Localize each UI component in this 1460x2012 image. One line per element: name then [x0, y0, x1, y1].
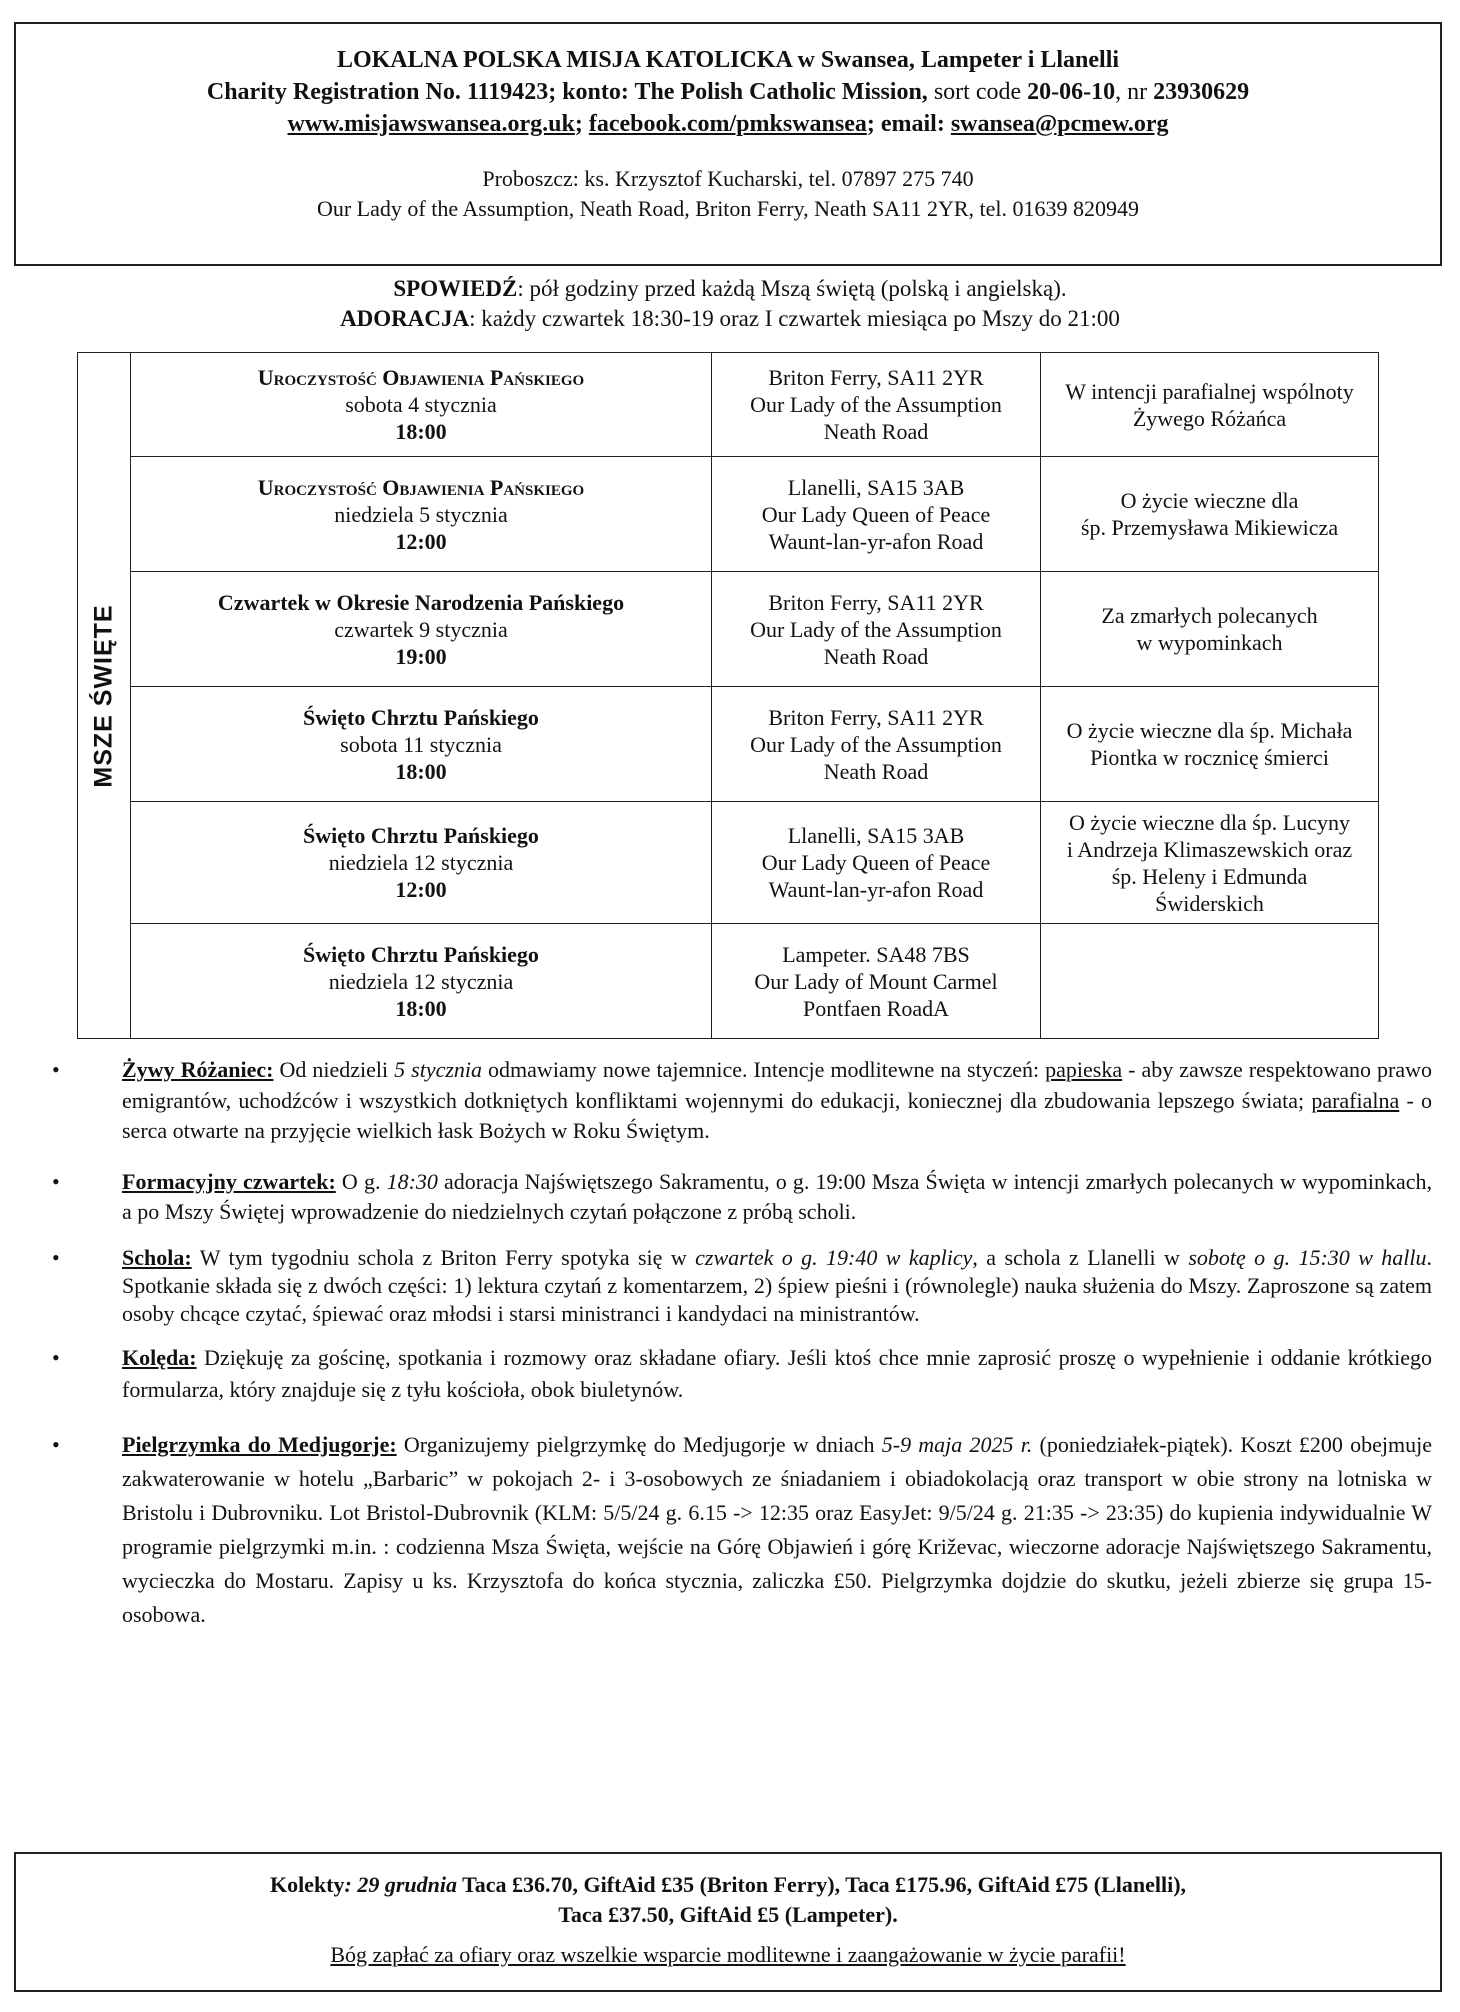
announcement-schola [40, 1244, 1432, 1328]
mass-row [78, 802, 1379, 924]
mass-date: czwartek 9 stycznia [334, 616, 508, 642]
place-church: Our Lady of Mount Carmel [754, 968, 998, 994]
links-separator: ; [574, 111, 589, 137]
mission-title: LOKALNA POLSKA MISJA KATOLICKA w Swansea, Lampeter i Llanelli [336, 47, 1120, 73]
announcement-title: Kolęda: [122, 1344, 197, 1370]
mass-date: niedziela 12 stycznia [328, 968, 514, 994]
collections-line-2: Taca £37.50, GiftAid £5 (Lampeter). [558, 1902, 898, 1927]
website-link[interactable]: www.misjawswansea.org.uk [287, 111, 575, 137]
confession-label: SPOWIEDŹ [393, 276, 518, 301]
facebook-link[interactable]: facebook.com/pmkswansea [588, 111, 867, 137]
mass-time: 12:00 [395, 528, 447, 554]
mass-event-name: Święto Chrztu Pańskiego [303, 704, 539, 730]
email-label: ; email: [866, 111, 951, 137]
announcement-emphasis: 5-9 maja 2025 r. [881, 1431, 1033, 1457]
mass-row [78, 457, 1379, 572]
mass-event-cell [131, 572, 712, 687]
announcement-title: Pielgrzymka do Medjugorje: [122, 1431, 397, 1457]
mass-place-cell [712, 687, 1041, 802]
bullet: • [52, 1057, 60, 1082]
bullet: • [52, 1344, 60, 1370]
mass-event-cell [131, 457, 712, 572]
announcement-text: Organizujemy pielgrzymkę do Medjugorje w dniach [396, 1431, 882, 1457]
confession-adoration-info [0, 274, 1460, 334]
mass-schedule-table [77, 352, 1379, 1039]
mass-event-cell [131, 353, 712, 457]
mass-time: 12:00 [395, 877, 447, 902]
mass-event-cell [131, 687, 712, 802]
announcement-text: , a schola z Llanelli w [972, 1244, 1189, 1270]
mass-date: sobota 11 stycznia [340, 731, 502, 757]
announcement-title: Żywy Różaniec: [122, 1057, 274, 1082]
announcement-text: (poniedziałek-piątek). Koszt £200 obejmuje zakwaterowanie w hotelu „Barbaric” w pokojach 2- i 3-osobowych ze śniadaniem i obiadokolacją oraz transport w obie strony na lotniska w Bristolu i Dubrovniku. Lot Bristol-Dubrovnik (KLM: 5/5/24 g. 6.15 -> 12:35 oraz EasyJet: 9/5/24 g. 21:35 -> 23:35) do kupienia indywidualnie W programie pielgrzymki m.in. : codzienna Msza Święta, wejście na Górę Objawień i górę Križevac, wieczorne adoracje Najświętszego Sakramentu, wycieczka do Mostaru. Zapisy u ks. Krzysztofa do końca stycznia, zaliczka £50. Pielgrzymka dojdzie do skutku, jeżeli zbierze się grupa 15-osobowa. [122, 1431, 1433, 1627]
bullet: • [52, 1168, 60, 1194]
mass-row [78, 353, 1379, 457]
mass-time: 19:00 [395, 643, 447, 669]
mass-date: niedziela 12 stycznia [328, 850, 514, 875]
intention-line: Piontka w rocznicę śmierci [1090, 745, 1329, 770]
account-name: The Polish Catholic Mission, [634, 79, 928, 105]
announcement-title: Schola: [122, 1244, 192, 1270]
mass-time: 18:00 [395, 419, 447, 444]
intention-line: W intencji parafialnej wspólnoty [1065, 378, 1354, 404]
mass-event-name: Święto Chrztu Pańskiego [303, 823, 539, 848]
announcement-text: - o serca otwarte na przyjęcie wielkich łask Bożych w Roku Świętym. [122, 1087, 1432, 1143]
intention-line: O życie wieczne dla [1120, 488, 1299, 513]
bullet: • [52, 1431, 60, 1457]
mass-intention-cell [1041, 924, 1379, 1039]
announcement-text: Dziękuję za gościnę, spotkania i rozmowy oraz składane ofiary. Jeśli ktoś chce mnie zaprosić proszę o wypełnienie i oddanie krótkiego formularza, który znajduje się z tyłu kościoła, obok biuletynów. [122, 1344, 1432, 1402]
bullet: • [52, 1244, 60, 1270]
side-label-cell [78, 353, 131, 1039]
intention-line: i Andrzeja Klimaszewskich oraz [1066, 836, 1353, 862]
confession-text: : pół godziny przed każdą Mszą świętą (polską i angielską). [517, 276, 1067, 301]
collections-label: Kolekty [269, 1872, 345, 1897]
church-address: Our Lady of the Assumption, Neath Road, Briton Ferry, Neath SA11 2YR, tel. 01639 820949 [316, 196, 1140, 221]
header-box [14, 22, 1442, 266]
announcement-text: O g. [335, 1168, 387, 1194]
sort-code-label: sort code [927, 79, 1028, 105]
mass-event-name: Uroczystość Objawienia Pańskiego [257, 474, 585, 500]
intention-line: śp. Heleny i Edmunda [1111, 863, 1308, 889]
links-line [16, 108, 1440, 140]
masses-side-label: MSZE ŚWIĘTE [89, 603, 118, 788]
mass-event-name: Uroczystość Objawienia Pańskiego [257, 365, 585, 390]
place-church: Our Lady Queen of Peace [761, 850, 991, 875]
announcement-czwartek [40, 1167, 1432, 1228]
place-town: Llanelli, SA15 3AB [787, 474, 965, 500]
email-link[interactable]: swansea@pcmew.org [950, 111, 1169, 137]
announcement-rozaniec [40, 1055, 1432, 1147]
mass-place-cell [712, 802, 1041, 924]
announcement-title: Formacyjny czwartek: [122, 1168, 336, 1194]
mass-date: sobota 4 stycznia [345, 392, 497, 417]
announcement-emphasis: sobotę o g. 15:30 w hallu [1188, 1244, 1427, 1270]
mass-place-cell [712, 924, 1041, 1039]
mass-date: niedziela 5 stycznia [334, 501, 508, 527]
mass-place-cell [712, 353, 1041, 457]
place-church: Our Lady Queen of Peace [761, 501, 991, 527]
mass-intention-cell [1041, 802, 1379, 924]
charity-registration: Charity Registration No. 1119423; konto: [206, 79, 635, 105]
adoration-line [0, 304, 1460, 334]
mass-place-cell [712, 457, 1041, 572]
place-town: Briton Ferry, SA11 2YR [768, 589, 984, 615]
announcement-text: - aby zawsze respektowano prawo emigrantów, uchodźców i wszystkich dotkniętych konfliktami wojennymi do edukacji, koniecznej dla zbudowania lepszego świata; [122, 1057, 1432, 1113]
account-number-label: , nr [1115, 79, 1154, 105]
mass-event-name: Czwartek w Okresie Narodzenia Pańskiego [217, 589, 625, 615]
mass-event-cell [131, 802, 712, 924]
mass-place-cell [712, 572, 1041, 687]
place-church: Our Lady of the Assumption [750, 616, 1002, 642]
place-road: Pontfaen RoadA [802, 995, 950, 1021]
announcement-text: adoracja Najświętszego Sakramentu, o g. 19:00 Msza Święta w intencji zmarłych polecanych w wypominkach, a po Mszy Świętej wprowadzenie do niedzielnych czytań połączone z próbą scholi. [122, 1168, 1432, 1224]
place-church: Our Lady of the Assumption [750, 392, 1002, 417]
mass-row [78, 924, 1379, 1039]
place-road: Neath Road [823, 758, 929, 784]
thanks-note: Bóg zapłać za ofiary oraz wszelkie wsparcie modlitewne i zaangażowanie w życie parafii! [330, 1942, 1126, 1967]
adoration-text: : każdy czwartek 18:30-19 oraz I czwartek miesiąca po Mszy do 21:00 [469, 306, 1120, 331]
place-church: Our Lady of the Assumption [750, 731, 1002, 757]
mass-event-name: Święto Chrztu Pańskiego [303, 941, 539, 967]
intention-line: O życie wieczne dla śp. Michała [1066, 718, 1353, 743]
mass-intention-cell [1041, 572, 1379, 687]
charity-line [16, 76, 1440, 108]
announcement-text: . Spotkanie składa się z dwóch części: 1) lektura czytań z komentarzem, 2) śpiew pieśni i (równolegle) nauka służenia do Mszy. Zaproszone są zatem osoby chcące czytać, śpiewać oraz młodsi i starsi ministranci i kandydaci na ministrantów. [122, 1244, 1432, 1326]
sort-code: 20-06-10 [1027, 79, 1116, 105]
announcement-pielgrzymka [40, 1428, 1432, 1632]
place-town: Briton Ferry, SA11 2YR [768, 365, 984, 390]
intention-line: śp. Przemysława Mikiewicza [1080, 515, 1339, 540]
mass-intention-cell [1041, 457, 1379, 572]
place-town: Briton Ferry, SA11 2YR [768, 704, 984, 730]
mass-time: 18:00 [395, 995, 447, 1021]
mass-intention-cell [1041, 687, 1379, 802]
collections-date: : 29 grudnia [344, 1872, 457, 1897]
mass-intention-cell [1041, 353, 1379, 457]
account-number: 23930629 [1153, 79, 1250, 105]
priest-contact: Proboszcz: ks. Krzysztof Kucharski, tel. 07897 275 740 [482, 166, 974, 191]
mass-row [78, 687, 1379, 802]
adoration-label: ADORACJA [340, 306, 470, 331]
announcement-emphasis: czwartek o g. 19:40 w kaplicy [695, 1244, 973, 1270]
announcement-emphasis: 18:30 [386, 1168, 438, 1194]
announcement-text: W tym tygodniu schola z Briton Ferry spotyka się w [191, 1244, 696, 1270]
place-road: Waunt-lan-yr-afon Road [768, 877, 984, 902]
announcement-text: Od niedzieli [273, 1057, 395, 1082]
announcement-emphasis: 5 stycznia [394, 1057, 483, 1082]
collections-line-1 [16, 1870, 1440, 1900]
collections-box [14, 1852, 1442, 1992]
intention-line: w wypominkach [1136, 630, 1283, 655]
mass-event-cell [131, 924, 712, 1039]
place-road: Neath Road [823, 643, 929, 669]
announcement-text: odmawiamy nowe tajemnice. Intencje modlitewne na styczeń: [482, 1057, 1046, 1082]
place-town: Llanelli, SA15 3AB [787, 823, 965, 848]
intention-line: Żywego Różańca [1132, 405, 1287, 431]
announcement-underline: papieska [1045, 1057, 1123, 1082]
place-road: Neath Road [823, 419, 929, 444]
confession-line [0, 274, 1460, 304]
announcements-list [40, 1055, 1432, 1632]
announcement-koleda [40, 1342, 1432, 1406]
intention-line: O życie wieczne dla śp. Lucyny [1069, 809, 1350, 835]
collections-amounts: Taca £36.70, GiftAid £35 (Briton Ferry), Taca £175.96, GiftAid £75 (Llanelli), [457, 1872, 1187, 1897]
place-town: Lampeter. SA48 7BS [782, 941, 970, 967]
mass-time: 18:00 [395, 758, 447, 784]
intention-line: Świderskich [1155, 890, 1264, 916]
mass-row [78, 572, 1379, 687]
intention-line: Za zmarłych polecanych [1101, 603, 1318, 628]
announcement-underline: parafialna [1311, 1087, 1400, 1113]
place-road: Waunt-lan-yr-afon Road [768, 528, 984, 554]
